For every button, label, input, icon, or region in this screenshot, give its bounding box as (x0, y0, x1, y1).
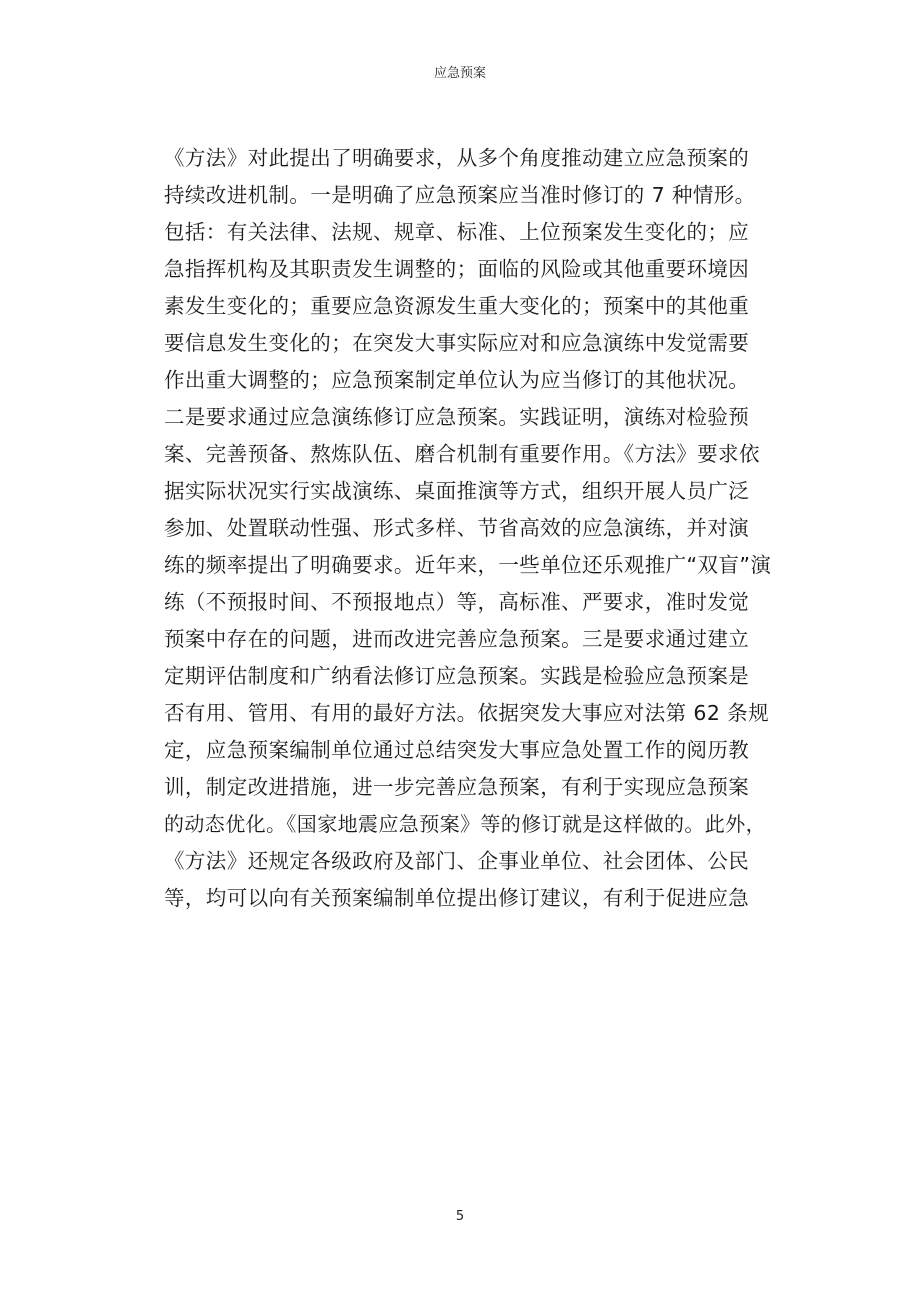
page-number: 5 (455, 1209, 465, 1224)
text-line: 作出重大调整的；应急预案制定单位认为应当修订的其他状况。 (164, 368, 750, 392)
text-line: 的动态优化。《国家地震应急预案》等的修订就是这样做的。此外， (164, 812, 766, 836)
text-line: 急指挥机构及其职责发生调整的；面临的风险或其他重要环境因 (164, 257, 750, 281)
text-line: 包括：有关法律、法规、规章、标准、上位预案发生变化的；应 (164, 220, 750, 244)
text-line: 案、完善预备、熬炼队伍、磨合机制有重要作用。《方法》要求依 (164, 442, 760, 466)
text-line: 否有用、管用、有用的最好方法。依据突发大事应对法第 62 条规 (164, 701, 770, 725)
text-line: 预案中存在的问题，进而改进完善应急预案。三是要求通过建立 (164, 627, 750, 651)
text-line: 据实际状况实行实战演练、桌面推演等方式，组织开展人员广泛 (164, 479, 750, 503)
text-line: 参加、处置联动性强、形式多样、节省高效的应急演练，并对演 (164, 516, 750, 540)
text-line: 素发生变化的；重要应急资源发生重大变化的；预案中的其他重 (164, 294, 750, 318)
text-line: 持续改进机制。一是明确了应急预案应当准时修订的 7 种情形。 (164, 183, 756, 207)
text-line: 训，制定改进措施，进一步完善应急预案，有利于实现应急预案 (164, 775, 750, 799)
body-paragraph (164, 140, 772, 917)
text-line: 等，均可以向有关预案编制单位提出修订建议，有利于促进应急 (164, 886, 750, 910)
text-line: 《方法》对此提出了明确要求，从多个角度推动建立应急预案的 (164, 146, 750, 170)
text-line: 练的频率提出了明确要求。近年来，一些单位还乐观推广“双盲”演 (164, 553, 772, 577)
page-header-title: 应急预案 (433, 66, 486, 81)
text-line: 定，应急预案编制单位通过总结突发大事应急处置工作的阅历教 (164, 738, 750, 762)
text-line: 《方法》还规定各级政府及部门、企事业单位、社会团体、公民 (164, 849, 750, 873)
text-line: 定期评估制度和广纳看法修订应急预案。实践是检验应急预案是 (164, 664, 750, 688)
text-line: 二是要求通过应急演练修订应急预案。实践证明，演练对检验预 (164, 405, 750, 429)
text-line: 要信息发生变化的；在突发大事实际应对和应急演练中发觉需要 (164, 331, 750, 355)
text-line: 练（不预报时间、不预报地点）等，高标准、严要求，准时发觉 (164, 590, 750, 614)
